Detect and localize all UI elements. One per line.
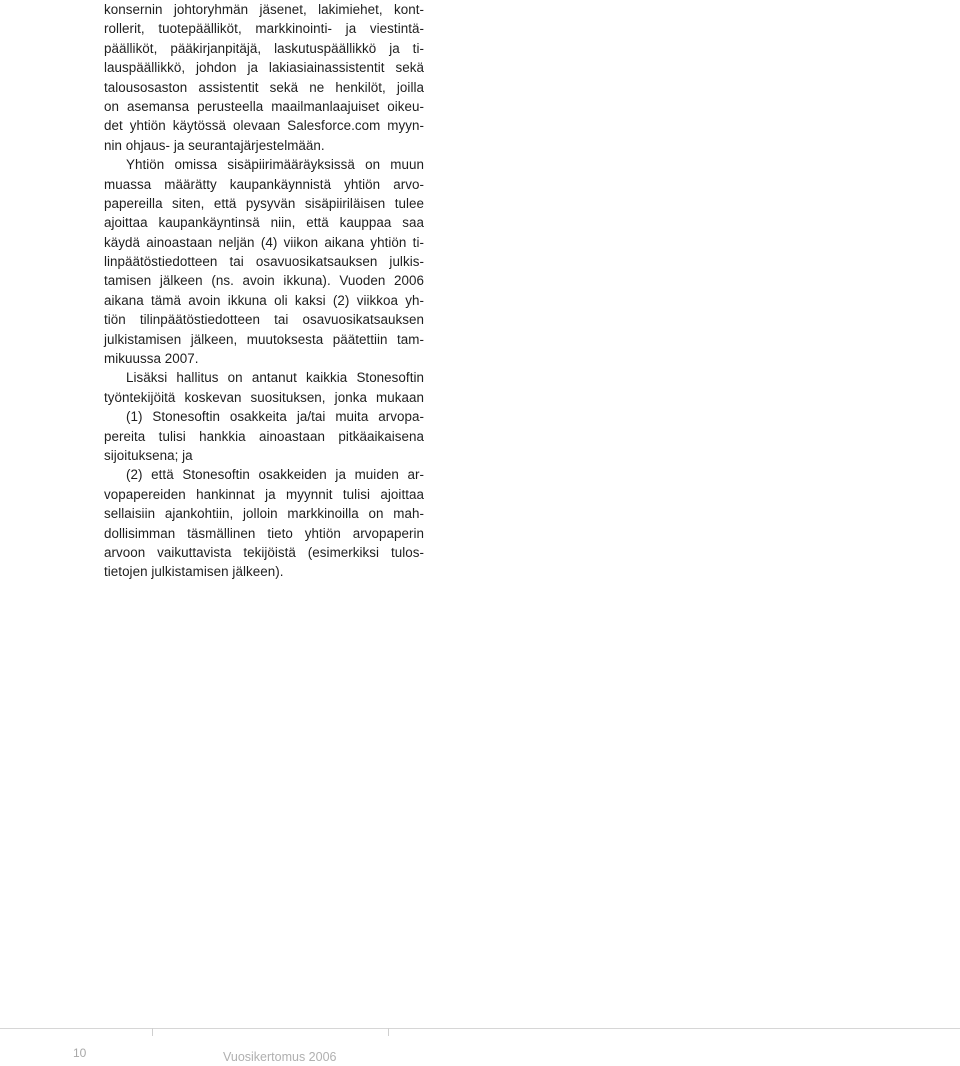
text-line: pereita tulisi hankkia ainoastaan pitkäaikaisena [104, 428, 424, 444]
text-line: arvoon vaikuttavista tekijöistä (esimerkiksi tulos- [104, 544, 424, 560]
text-line: tiön tilinpäätöstiedotteen tai osavuosikatsauksen [104, 312, 424, 328]
text-line: konsernin johtoryhmän jäsenet, lakimiehet, kont- [104, 2, 424, 17]
text-line: lauspäällikkö, johdon ja lakiasiainassistentit sekä [104, 60, 424, 76]
text-line: (1) Stonesoftin osakkeita ja/tai muita arvopa- [126, 409, 424, 425]
text-line: nin ohjaus- ja seurantajärjestelmään. [104, 137, 325, 153]
text-line: muassa määrätty kaupankäynnistä yhtiön arvo- [104, 176, 424, 192]
footer-title: Vuosikertomus 2006 [223, 1050, 337, 1064]
text-line: aikana tämä avoin ikkuna oli kaksi (2) viikkoa yh- [104, 292, 424, 308]
text-line: julkistamisen jälkeen, muutoksesta päätettiin tam- [104, 331, 424, 347]
text-line: rollerit, tuotepäälliköt, markkinointi- ja viestintä- [104, 21, 424, 37]
text-line: käydä ainoastaan neljän (4) viikon aikana yhtiön ti- [104, 234, 424, 250]
text-line: päälliköt, pääkirjanpitäjä, laskutuspäällikkö ja ti- [104, 40, 424, 56]
footer-rule [0, 1028, 960, 1029]
footer-tick [388, 1028, 389, 1036]
text-line: det yhtiön käytössä olevaan Salesforce.com myyn- [104, 118, 424, 134]
text-line: (2) että Stonesoftin osakkeiden ja muiden ar- [126, 467, 424, 483]
footer-tick [152, 1028, 153, 1036]
text-line: mikuussa 2007. [104, 351, 199, 367]
text-line: sellaisiin ajankohtiin, jolloin markkinoilla on mah- [104, 506, 424, 522]
text-line: sijoituksena; ja [104, 447, 193, 463]
text-line: on asemansa perusteella maailmanlaajuiset oikeu- [104, 98, 424, 114]
page-number: 10 [73, 1046, 87, 1060]
text-line: työntekijöitä koskevan suosituksen, jonka mukaan [104, 389, 424, 405]
text-line: dollisimman täsmällinen tieto yhtiön arvopaperin [104, 525, 424, 541]
text-line: talousosaston assistentit sekä ne henkilöt, joilla [104, 79, 424, 95]
text-line: ajoittaa kaupankäyntinsä niin, että kauppaa saa [104, 215, 424, 231]
text-line: linpäätöstiedotteen tai osavuosikatsauksen julkis- [104, 254, 424, 270]
body-text-column [104, 0, 424, 582]
text-line: papereilla siten, että pysyvän sisäpiiriläisen tulee [104, 195, 424, 211]
text-line: Lisäksi hallitus on antanut kaikkia Stonesoftin [126, 370, 424, 386]
text-line: tietojen julkistamisen jälkeen). [104, 564, 284, 580]
text-line: tamisen jälkeen (ns. avoin ikkuna). Vuoden 2006 [104, 273, 424, 289]
text-line: vopapereiden hankinnat ja myynnit tulisi ajoittaa [104, 486, 424, 502]
text-line: Yhtiön omissa sisäpiirimääräyksissä on muun [126, 157, 424, 173]
